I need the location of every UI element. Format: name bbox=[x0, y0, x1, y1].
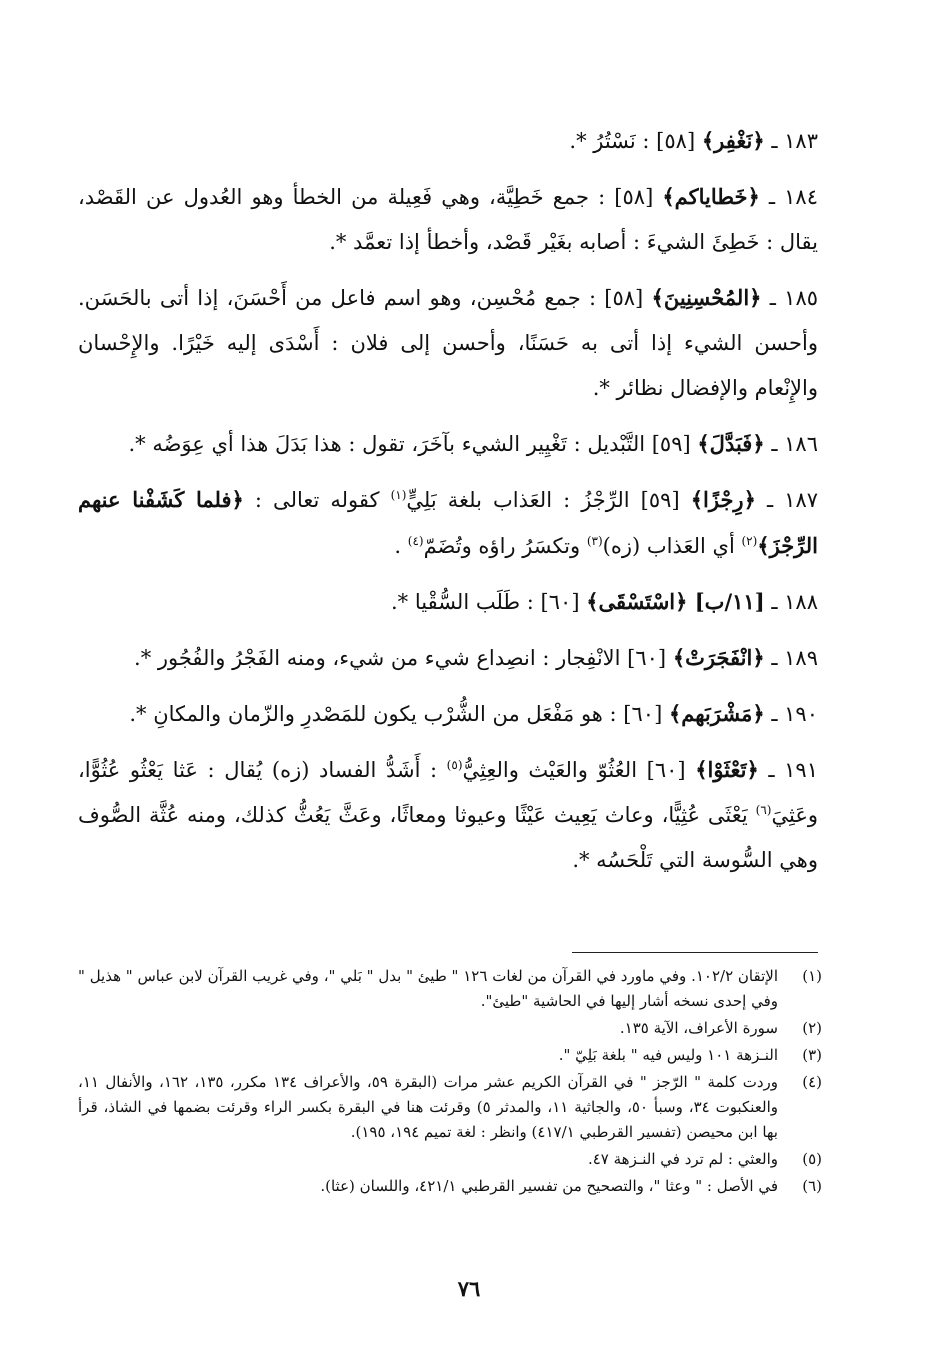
footnote-text: وردت كلمة " الرّجز " في القرآن الكريم عشر مرات (البقرة ٥٩، والأعراف ١٣٤ مكرر، ١٣٥، ١٦٢، والأنفال ١١، والعنكبوت ٣٤، وسبأ ٥٠، والجاثية ١١، والمدثر ٥) وقرئت هنا في البقرة بكسر الراء وقرئت بضمها في الشاذ، قرأ بها ابن محيصن (تفسير القرطبي ٤١٧/١) وانظر : لغة تميم ١٩٤، ١٩٥). bbox=[78, 1073, 778, 1141]
footnote-1 bbox=[78, 964, 822, 1014]
entry-headword: ﴿تَعْثَوْا﴾ bbox=[695, 757, 759, 782]
entry-number: ١٨٥ ـ bbox=[769, 286, 819, 310]
entry-number: ١٨٤ ـ bbox=[768, 185, 818, 209]
entry-headword: ﴿مَشْرَبَهم﴾ bbox=[668, 701, 765, 726]
footnote-5 bbox=[78, 1147, 822, 1172]
entry-text: [٥٨] : جمع مُحْسِن، وهو اسم فاعل من أَحْسَنَ، إذا أتى بالحَسَن. وأحسن الشيء إذا أتى به حَسَنًا، وأحسن إلى فلان : أَسْدَى إليه خَيْرًا. والإِحْسان والإِنْعام والإفضال نظائر *. bbox=[78, 286, 818, 400]
footnote-ref[interactable]: (٦) bbox=[755, 803, 772, 817]
footnote-number: (٢) bbox=[802, 1019, 822, 1037]
entry-183 bbox=[78, 118, 818, 164]
footnote-3 bbox=[78, 1043, 822, 1068]
entry-headword: ﴿رِجْزًا﴾ bbox=[690, 487, 756, 512]
footnote-number: (٥) bbox=[802, 1150, 822, 1168]
entry-191 bbox=[78, 747, 818, 883]
entry-number: ١٩١ ـ bbox=[768, 758, 818, 782]
entry-text: [٦٠] : طَلَب السُّقْيا *. bbox=[390, 590, 580, 614]
footnote-4 bbox=[78, 1070, 822, 1145]
entry-headword: ﴿فَبَدَّلَ﴾ bbox=[697, 431, 765, 456]
footnote-number: (٤) bbox=[802, 1073, 822, 1091]
footnote-text: الإتقان ١٠٢/٢. وفي ماورد في القرآن من لغات ١٢٦ " طيئ " بدل " بَلي "، وفي غريب القرآن لابن عباس " هذيل " وفي إحدى نسخه أشار إليها في الحاشية "طيئ". bbox=[78, 967, 778, 1010]
entry-headword: ﴿خَطاياكم﴾ bbox=[662, 184, 760, 209]
entry-text: كقوله تعالى : bbox=[243, 488, 391, 512]
footnote-text: سورة الأعراف، الآية ١٣٥. bbox=[619, 1019, 778, 1037]
footnote-2 bbox=[78, 1016, 822, 1041]
entry-text: أي العَذاب (زه) bbox=[602, 534, 742, 558]
footnote-6 bbox=[78, 1174, 822, 1199]
page-number: ٧٦ bbox=[457, 1276, 481, 1301]
entry-headword: ﴿انْفَجَرَتْ﴾ bbox=[672, 645, 765, 670]
entry-text: [٦٠] : هو مَفْعَل من الشُّرْب يكون للمَصْدرِ والزّمان والمكانِ *. bbox=[129, 702, 663, 726]
quran-quote: ﴿فلما كَشَفْنا عنهم الرِّجْزَ﴾ bbox=[78, 487, 818, 558]
footnote-text: في الأصل : " وعثا "، والتصحيح من تفسير القرطبي ٤٢١/١، واللسان (عثا). bbox=[320, 1177, 778, 1195]
entry-190 bbox=[78, 691, 818, 737]
footnote-separator bbox=[572, 952, 818, 953]
footnote-number: (٦) bbox=[802, 1177, 822, 1195]
entry-headword: ﴿المُحْسِنِينَ﴾ bbox=[651, 285, 762, 310]
entry-text: [٥٨] : نَسْتُرُ *. bbox=[569, 129, 696, 153]
footnote-ref[interactable]: (٣) bbox=[586, 534, 603, 548]
footnote-number: (٣) bbox=[802, 1046, 822, 1064]
entry-184 bbox=[78, 174, 818, 265]
footnote-text: والعثي : لم ترد في النـزهة ٤٧. bbox=[587, 1150, 778, 1168]
entry-number: ١٨٩ ـ bbox=[771, 646, 818, 670]
entry-188 bbox=[78, 579, 818, 625]
glossary-entries bbox=[78, 118, 818, 893]
entry-number: ١٨٧ ـ bbox=[766, 488, 819, 512]
entry-text: : أَشَدُّ الفساد (زه) يُقال : عَثا يَعْثُو عُثُوًّا، وعَثِيَ bbox=[78, 758, 818, 827]
entry-number: ١٨٣ ـ bbox=[771, 129, 818, 153]
footnote-ref[interactable]: (٥) bbox=[446, 758, 463, 772]
entry-text: وتكسَرُ راؤه وتُضَمّ bbox=[423, 534, 587, 558]
footnote-number: (١) bbox=[802, 967, 822, 985]
footnote-ref[interactable]: (١) bbox=[390, 488, 407, 502]
entry-187 bbox=[78, 477, 818, 569]
entry-text: . bbox=[394, 534, 408, 558]
entry-185 bbox=[78, 275, 818, 411]
entry-number: ١٨٦ ـ bbox=[771, 432, 818, 456]
entry-text: يَعْثَى عُثِيًّا، وعاث يَعِيث عَيْثًا وعيوثا ومعاثًا، وعَثَّ يَعُثُّ كذلك، ومنه عُثَّة الصُّوف وهي السُّوسة التي تَلْحَسُه *. bbox=[78, 803, 818, 872]
entry-headword: ﴿نَغْفِر﴾ bbox=[701, 128, 765, 153]
entry-text: [٥٩] التَّبْديل : تَغْيِير الشيء بآخَرَ، تقول : هذا بَدَلَ هذا أي عِوَضُه *. bbox=[128, 432, 691, 456]
footnotes bbox=[78, 964, 822, 1201]
entry-number: ١٨٨ ـ bbox=[771, 590, 818, 614]
entry-text: [٦٠] العُثُوّ والعَيْث والعِثِيُّ bbox=[462, 758, 686, 782]
entry-text: [٥٨] : جمع خَطِيَّة، وهي فَعِيلة من الخطأ وهو العُدول عن القَصْد، يقال : خَطِئَ الشيءَ : أصابه بغَيْر قَصْد، وأخطأ إذا تعمَّد *. bbox=[78, 185, 818, 254]
footnote-ref[interactable]: (٤) bbox=[407, 534, 424, 548]
entry-189 bbox=[78, 635, 818, 681]
footnote-ref[interactable]: (٢) bbox=[741, 534, 758, 548]
entry-number: ١٩٠ ـ bbox=[771, 702, 818, 726]
entry-text: [٦٠] الانْفِجار : انصِداع شيء من شيء، ومنه الفَجْرُ والفُجُور *. bbox=[134, 646, 667, 670]
entry-186 bbox=[78, 421, 818, 467]
entry-headword: [١١/ب] ﴿اسْتَسْقَى﴾ bbox=[586, 589, 765, 614]
footnote-text: النـزهة ١٠١ وليس فيه " بلغة بَلِيّ ". bbox=[558, 1046, 778, 1064]
entry-text: [٥٩] الرِّجْزُ : العَذاب بلغة بَلِيٍّ bbox=[406, 488, 680, 512]
